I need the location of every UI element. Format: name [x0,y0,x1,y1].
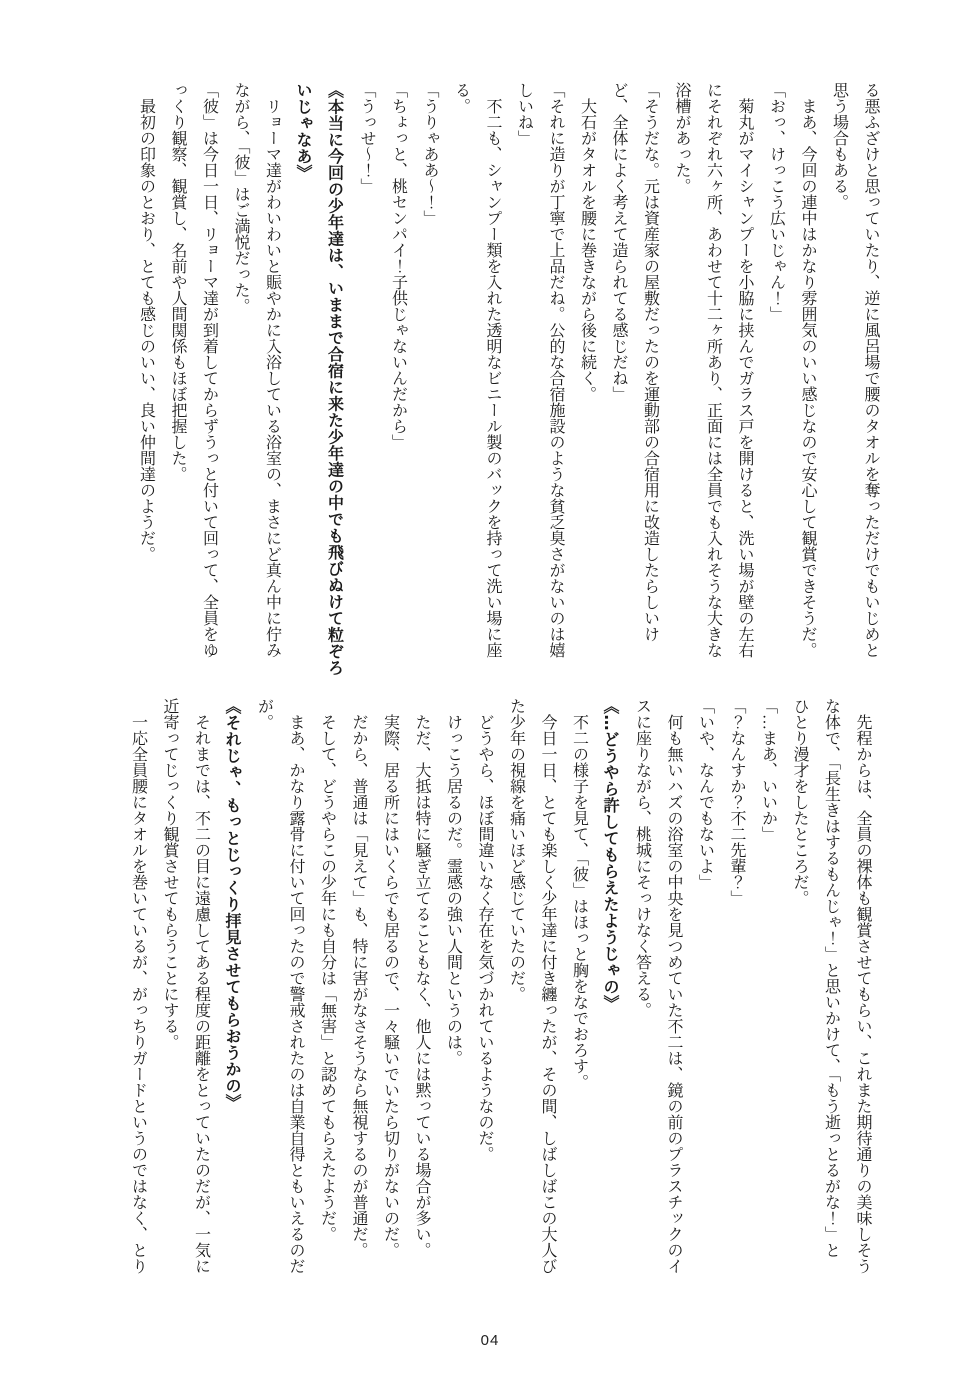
text-line: 「そうだな。元は資産家の屋敷だったのを運動部の合宿用に改造したらしいけ [641,82,659,642]
aside-text-line: 《本当に今回の少年達は、いままで合宿に来た少年達の中でも飛びぬけて粒ぞろ [325,82,345,676]
text-line: る悪ふざけと思っていたり、逆に風呂場で腰のタオルを奪っただけでもいじめと [862,82,879,658]
text-line: 不二も、シャンプー類を入れた透明なビニール製のバックを持って洗い場に座 [484,98,501,658]
text-line: 今日一日、とても楽しく少年達に付き纏ったが、その間、しばしばこの大人び [539,714,556,1274]
top-text-block [130,82,886,676]
text-line: 「彼」は今日一日、リョーマ達が到着してからずうっと付いて回って、全員をゆ [200,82,218,658]
text-line: 浴槽があった。 [673,82,690,194]
text-line: 「ちょっと、桃センパイ！子供じゃないんだから」 [389,82,407,450]
text-line: 「…まあ、いいか」 [759,698,777,842]
text-line: ながら、「彼」はご満悦だった。 [232,82,249,314]
text-line: 思う場合もある。 [830,82,848,210]
text-line: 何も無いハズの浴室の中央を見つめていた不二は、鏡の前のプラスチックのイ [665,714,682,1274]
text-line: そして、どうやらこの少年にも自分は「無害」と認めてもらえたようだ。 [318,714,336,1242]
text-line: 「おっ、けっこう広いじゃん！」 [767,82,785,322]
text-line: だから、普通は「見えて」も、特に害がなさそうなら無視するのが普通だ。 [350,714,367,1258]
text-line: スに座りながら、桃城にそっけなく答える。 [633,698,651,1018]
text-line: 近寄ってじっくり観賞させてもらうことにする。 [161,698,178,1050]
text-line: 先程からは、全員の裸体も観賞させてもらい、これまた期待通りの美味しそう [854,714,871,1274]
text-line: 「うりゃああ〜！」 [421,82,438,226]
text-line: リョーマ達がわいわいと賑やかに入浴している浴室の、まさにど真ん中に佇み [263,98,281,658]
text-line: 不二の様子を見て、「彼」はほっと胸をなでおろす。 [570,714,588,1090]
text-line: る。 [452,82,470,114]
aside-text-line: 《…どうやら許してもらえたようじゃの》 [601,698,620,1012]
text-line: 一応全員腰にタオルを巻いているが、がっちりガードというのではなく、とり [129,714,147,1274]
aside-text-line: いじゃなあ》 [294,82,313,181]
text-line: な体で、「長生きはするもんじゃ！」と思いかけて、「もう逝っとるがな！」と [822,698,840,1258]
text-line: 菊丸がマイシャンプーを小脇に挟んでガラス戸を開けると、洗い場が壁の左右 [736,98,753,658]
text-line: にそれぞれ六ヶ所、あわせて十二ヶ所あり、正面には全員でも入れそうな大きな [704,82,722,658]
text-line: 大石がタオルを腰に巻きながら後に続く。 [578,98,596,402]
text-line: けっこう居るのだ。霊感の強い人間というのは。 [444,714,462,1066]
page-number: 04 [480,1332,500,1349]
text-line: まあ、かなり露骨に付いて回ったので警戒されたのは自業自得ともいえるのだ [287,714,304,1274]
text-line: しいね」 [515,82,533,146]
text-line: ただ、大抵は特に騒ぎ立てることもなく、他人には黙っている場合が多い。 [413,714,430,1258]
text-line: た少年の視線を痛いほど感じていたのだ。 [507,698,525,1002]
text-line: どうやら、ほぼ間違いなく存在を気づかれているようなのだ。 [476,714,493,1162]
text-line: が。 [255,698,273,730]
text-line: っくり観察、観賞し、名前や人間関係もほぼ把握した。 [169,82,186,482]
text-line: それまでは、不二の目に遠慮してある程度の距離をとっていたのだが、一気に [192,714,210,1274]
bottom-text-block [122,698,878,1274]
aside-text-line: 《それじゃ、もっとじっくり拝見させてもらおうかの》 [223,698,242,1111]
text-line: 「うっせ〜！」 [358,82,375,194]
text-line: 「？なんすか？不二先輩？」 [728,698,745,906]
text-line: 実際、居る所にはいくらでも居るので、一々騒いでいたら切りがないのだ。 [381,714,399,1258]
text-line: 「それに造りが丁寧で上品だね。公的な合宿施設のような貧乏臭さがないのは嬉 [547,82,564,658]
text-line: 「いや、なんでもないよ」 [696,698,714,890]
text-line: ひとり漫才をしたところだ。 [791,698,808,906]
text-line: まあ、今回の連中はかなり雰囲気のいい感じなので安心して観賞できそうだ。 [799,98,816,658]
text-line: 最初の印象のとおり、とても感じのいい、良い仲間達のようだ。 [137,98,155,562]
text-line: ど、全体によく考えて造られてる感じだね」 [610,82,627,402]
